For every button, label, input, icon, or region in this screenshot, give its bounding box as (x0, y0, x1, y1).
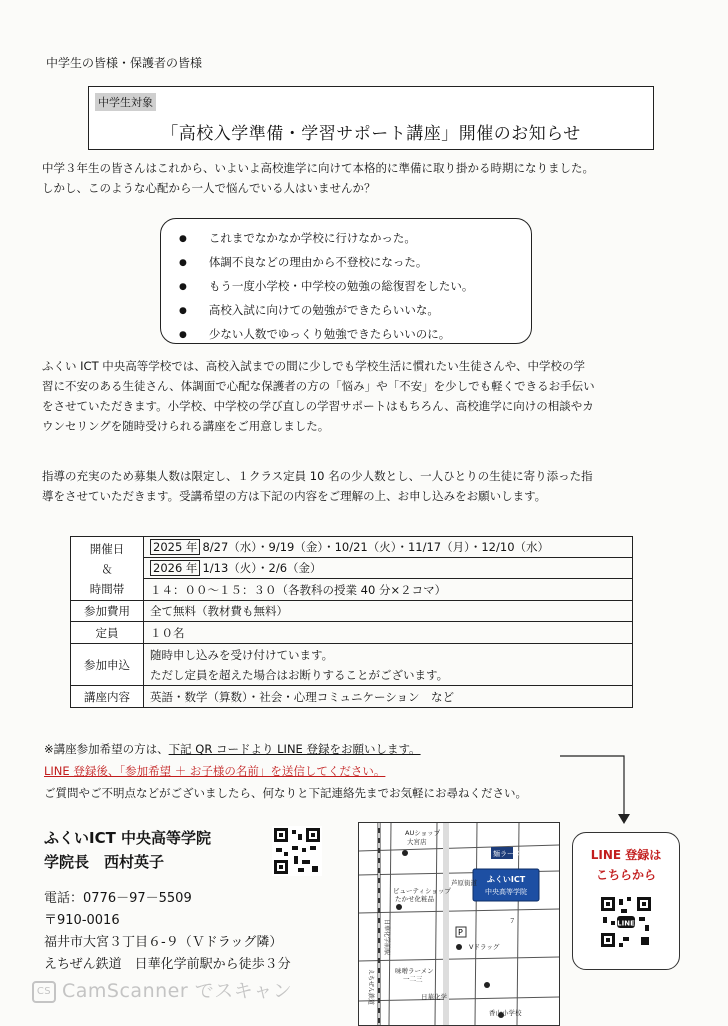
contact-info (44, 888, 291, 976)
line-qr-code-icon[interactable] (599, 895, 653, 949)
paragraph-line: ウンセリングを随時受けられる講座をご用意しました。 (42, 419, 330, 434)
time-slot: １４：００～１５：３０（各教科の授業 40 分×２コマ） (144, 579, 633, 601)
note-line: ご質問やご不明点などがございましたら、何なりと下記連絡先までお気軽にお尋ねください。 (44, 786, 527, 800)
camscanner-logo-icon: CS (32, 981, 56, 1003)
note-text: ※講座参加希望の方は、 (44, 742, 169, 756)
map-label-au2: 大宮店 (407, 838, 427, 846)
line-text-line: こちらから (595, 868, 656, 882)
map-parking-label: P (458, 928, 463, 937)
paragraph-line: 導をさせていただきます。受講希望の方は下記の内容をご理解の上、お申し込みをお願いします。 (42, 489, 547, 504)
access-map (358, 822, 560, 1026)
map-label-vdrug: Vドラッグ (469, 943, 500, 951)
schedule-label-line: ＆ (101, 561, 113, 576)
content-value: 英語・数学（算数）・社会・心理コミュニケーション など (144, 686, 633, 708)
map-label-station: 日華化学前駅 (383, 919, 390, 956)
intro-line: 中学３年生の皆さんはこれから、いよいよ高校進学に向けて本格的に準備に取り掛かる時期になりました。 (42, 161, 594, 175)
map-school-label: 中央高等学院 (485, 888, 527, 896)
dates-text: 8/27（水）・9/19（金）・10/21（火）・11/17（月）・12/10（水） (202, 540, 550, 554)
note-underlined: 下記 QR コードより LINE 登録をお願いします。 (168, 742, 421, 756)
map-label-nikka: 日華化学 (421, 993, 447, 1001)
apply-line: 随時申し込みを受け付けています。 (150, 647, 334, 662)
capacity-value: １０名 (144, 622, 633, 644)
map-label-kagayama: 香山小学校 (489, 1009, 522, 1017)
schedule-label (71, 537, 144, 601)
concern-list-box (160, 218, 532, 344)
apply-line: ただし定員を超えた場合はお断りすることがございます。 (150, 667, 449, 682)
capacity-label: 定員 (71, 622, 144, 644)
postal-code: 〒910-0016 (44, 913, 120, 928)
intro (42, 158, 682, 198)
target-tag: 中学生対象 (95, 93, 156, 111)
concern-item: ● これまでなかなか学校に行けなかった。 (179, 227, 531, 251)
camscanner-watermark (32, 976, 292, 1003)
concern-item: ● もう一度小学校・中学校の勉強の総復習をしたい。 (179, 275, 531, 299)
intro-line: しかし、このような心配から一人で悩んでいる人はいませんか？ (42, 181, 376, 196)
website-qr-code-icon[interactable] (272, 826, 322, 876)
map-label-beauty: ビューティショップ (393, 887, 451, 895)
map-label-ramen: 麺ラーメン (493, 850, 528, 858)
map-label-au: AUショップ (405, 829, 441, 837)
concern-item: ● 少ない人数でゆっくり勉強できたらいいのに。 (179, 323, 531, 347)
phone-number: 電話：0776－97－5509 (44, 891, 192, 906)
content-label: 講座内容 (71, 686, 144, 708)
paragraph-line: をさせていただきます。小学校、中学校の学び直しの学習サポートはもちろん、高校進学に向けの相談やカ (42, 399, 594, 414)
page-title: 「高校入学準備・学習サポート講座」開催のお知らせ (161, 124, 581, 144)
address: 福井市大宮３丁目６‐９（Ｖドラッグ隣） (44, 935, 283, 950)
map-label-7: ７ (509, 917, 516, 925)
map-drawing (359, 823, 559, 1025)
apply-label: 参加申込 (71, 644, 144, 686)
map-label-shimizu: 味噌ラーメン (395, 967, 434, 975)
schedule-label-line: 開催日 (89, 541, 125, 556)
line-logo-label: LINE (617, 919, 635, 928)
salutation: 中学生の皆様・保護者の皆様 (46, 56, 203, 70)
apply-value (144, 644, 633, 686)
fee-value: 全て無料（教材費も無料） (144, 601, 633, 622)
line-registration-box (572, 832, 680, 970)
note-red-instruction: LINE 登録後、「参加希望 ＋ お子様の名前」を送信してください。 (44, 764, 386, 778)
description-paragraph (42, 356, 688, 437)
dates-2026 (144, 558, 633, 579)
watermark-text: CamScanner でスキャン (62, 980, 293, 1002)
year-badge: 2025 年 (150, 539, 200, 555)
map-label-beauty2: たかせ化粧品 (395, 895, 434, 903)
line-registration-text (573, 845, 679, 885)
map-label-rail: えちぜん鉄道 (367, 969, 374, 1005)
school-location-marker (473, 869, 539, 901)
line-text-line: LINE 登録は (590, 848, 662, 862)
fee-label: 参加費用 (71, 601, 144, 622)
map-label-ashiba: 芦原街道 (451, 879, 477, 887)
school-info (44, 826, 211, 874)
access-info: えちぜん鉄道 日華化学前駅から徒歩３分 (44, 957, 291, 972)
school-name: ふくいICT 中央高等学院 (44, 829, 212, 847)
course-info-table (70, 536, 633, 708)
pointer-arrow-icon (560, 752, 640, 832)
paragraph-line: 指導の充実のため募集人数は限定し、１クラス定員 10 名の少人数とし、一人ひとりの生徒に寄り添った指 (42, 469, 593, 483)
notes (44, 738, 527, 804)
schedule-label-line: 時間帯 (89, 581, 125, 596)
year-badge: 2026 年 (150, 560, 200, 576)
map-school-label: ふくいICT (486, 875, 526, 884)
title-box (88, 86, 654, 150)
paragraph-line: ふくい ICT 中央高等学校では、高校入試までの間に少しでも学校生活に慣れたい生徒さんや、中学校の学 (42, 359, 586, 373)
concern-item: ● 体調不良などの理由から不登校になった。 (179, 251, 531, 275)
concern-item: ● 高校入試に向けての勉強ができたらいいな。 (179, 299, 531, 323)
note-line (44, 738, 527, 760)
map-label-shimizu2: 一二三 (403, 975, 423, 983)
dates-2025 (144, 537, 633, 558)
principal-name: 学院長 西村英子 (44, 853, 165, 871)
paragraph-line: 習に不安のある生徒さん、体調面で心配な保護者の方の「悩み」や「不安」を少しでも軽くできるお手伝い (42, 379, 595, 394)
dates-text: 1/13（火）・2/6（金） (202, 561, 322, 575)
capacity-paragraph (42, 466, 688, 506)
